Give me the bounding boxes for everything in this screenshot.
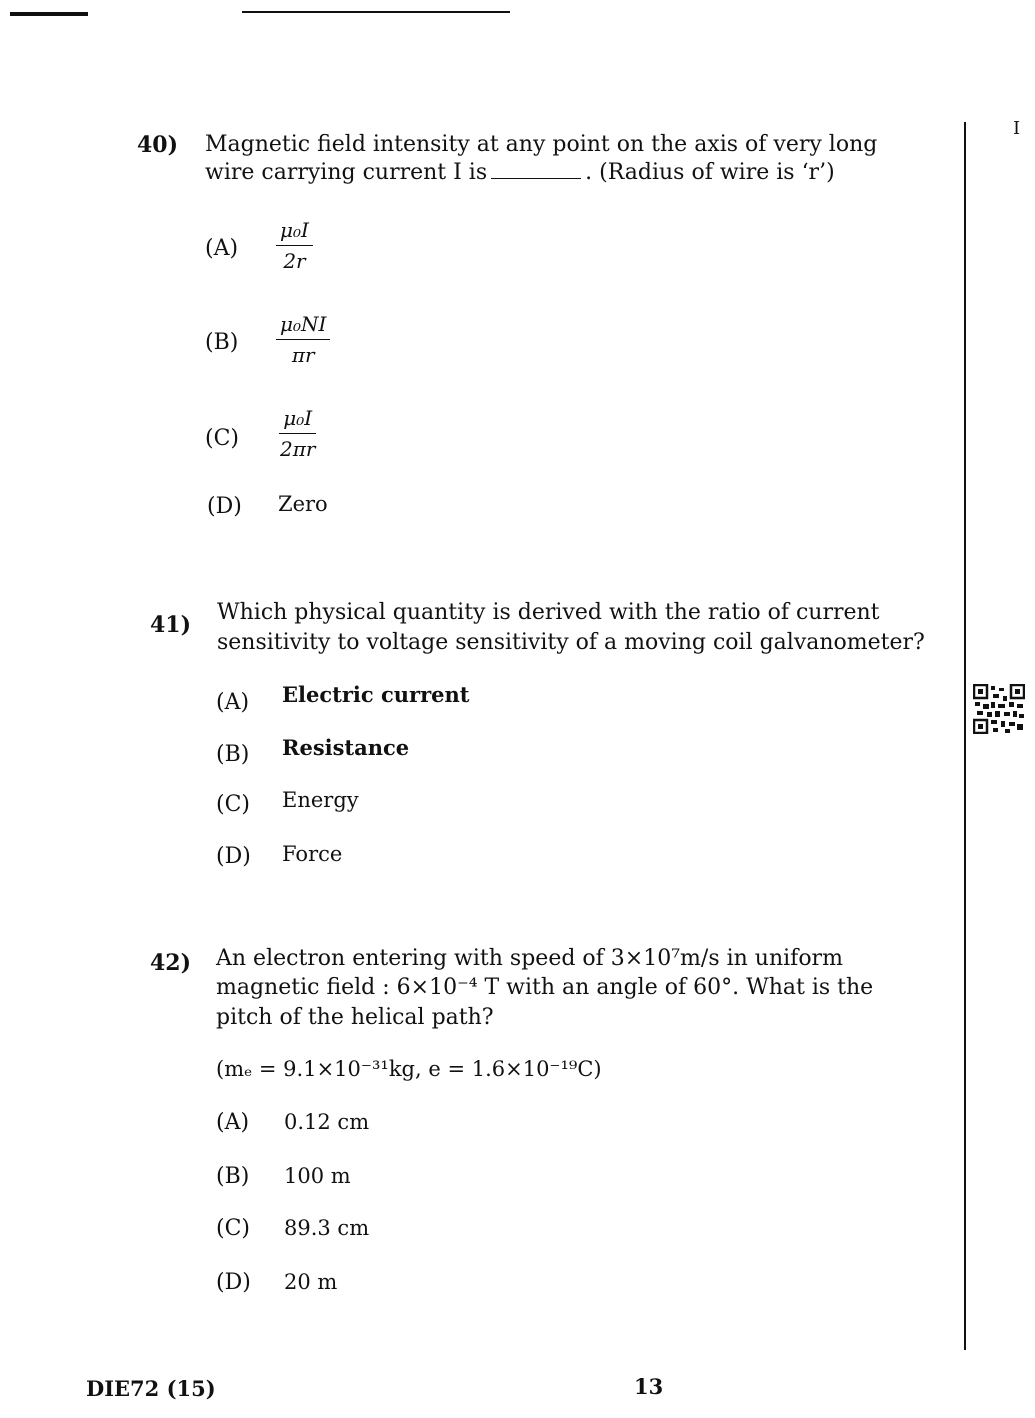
question-41-text-line1: Which physical quantity is derived with the ratio of current: [217, 600, 880, 625]
q41-option-b-letter: (B): [216, 742, 250, 767]
q42-option-d-letter: (D): [216, 1270, 251, 1295]
q40-option-b-numerator: μ₀NI: [276, 312, 330, 340]
question-42-given-values: (mₑ = 9.1×10⁻³¹kg, e = 1.6×10⁻¹⁹C): [216, 1057, 602, 1081]
q42-option-b-letter: (B): [216, 1164, 250, 1189]
qr-code: [973, 684, 1025, 734]
q40-option-b-denominator: πr: [291, 343, 315, 367]
q40-option-c-letter: (C): [205, 426, 239, 451]
q42-option-c-letter: (C): [216, 1216, 250, 1241]
q41-option-a-letter: (A): [216, 690, 250, 715]
q40-option-a-letter: (A): [205, 236, 239, 261]
question-40-text-line2: [205, 158, 835, 187]
top-center-rule: [242, 11, 510, 13]
q42-option-d-text: 20 m: [284, 1270, 338, 1294]
right-margin-line: [964, 122, 966, 1350]
question-42-number: 42): [150, 950, 192, 976]
question-41-number: 41): [150, 612, 192, 638]
q40-option-a-numerator: μ₀I: [276, 218, 313, 246]
q40-option-c-fraction: [276, 406, 319, 461]
q40-option-c-denominator: 2πr: [280, 437, 316, 461]
question-40-text-line2a: wire carrying current I is: [205, 160, 488, 185]
q41-option-c-text: Energy: [282, 788, 359, 812]
question-42-text-line3: pitch of the helical path?: [216, 1005, 494, 1030]
margin-mark: I: [1013, 118, 1021, 139]
q40-option-b-letter: (B): [205, 330, 239, 355]
q40-option-d-letter: (D): [207, 494, 242, 519]
q42-option-a-text: 0.12 cm: [284, 1110, 370, 1134]
answer-blank: [491, 178, 581, 179]
question-41-text-line2: sensitivity to voltage sensitivity of a moving coil galvanometer?: [217, 630, 925, 655]
q41-option-c-letter: (C): [216, 792, 250, 817]
q42-option-c-text: 89.3 cm: [284, 1216, 370, 1240]
footer-paper-code: DIE72 (15): [86, 1376, 216, 1401]
q40-option-d-text: Zero: [278, 492, 328, 516]
q40-option-c-numerator: μ₀I: [279, 406, 316, 434]
question-42-text-line1: An electron entering with speed of 3×10⁷m/s in uniform: [216, 946, 843, 971]
q40-option-a-denominator: 2r: [283, 249, 306, 273]
q41-option-b-text: Resistance: [282, 735, 410, 760]
q41-option-d-text: Force: [282, 842, 343, 866]
q42-option-b-text: 100 m: [284, 1164, 351, 1188]
q42-option-a-letter: (A): [216, 1110, 250, 1135]
footer-page-number: 13: [634, 1374, 664, 1399]
q40-option-b-fraction: [276, 312, 330, 367]
q41-option-a-text: Electric current: [282, 682, 470, 707]
q40-option-a-fraction: [276, 218, 313, 273]
question-42-text-line2: magnetic field : 6×10⁻⁴ T with an angle of 60°. What is the: [216, 975, 874, 1000]
question-40-text-line2b: . (Radius of wire is ‘r’): [585, 160, 835, 185]
top-left-rule: [10, 12, 88, 16]
question-40-number: 40): [137, 132, 179, 158]
question-40-text-line1: Magnetic field intensity at any point on the axis of very long: [205, 132, 878, 157]
q41-option-d-letter: (D): [216, 844, 251, 869]
